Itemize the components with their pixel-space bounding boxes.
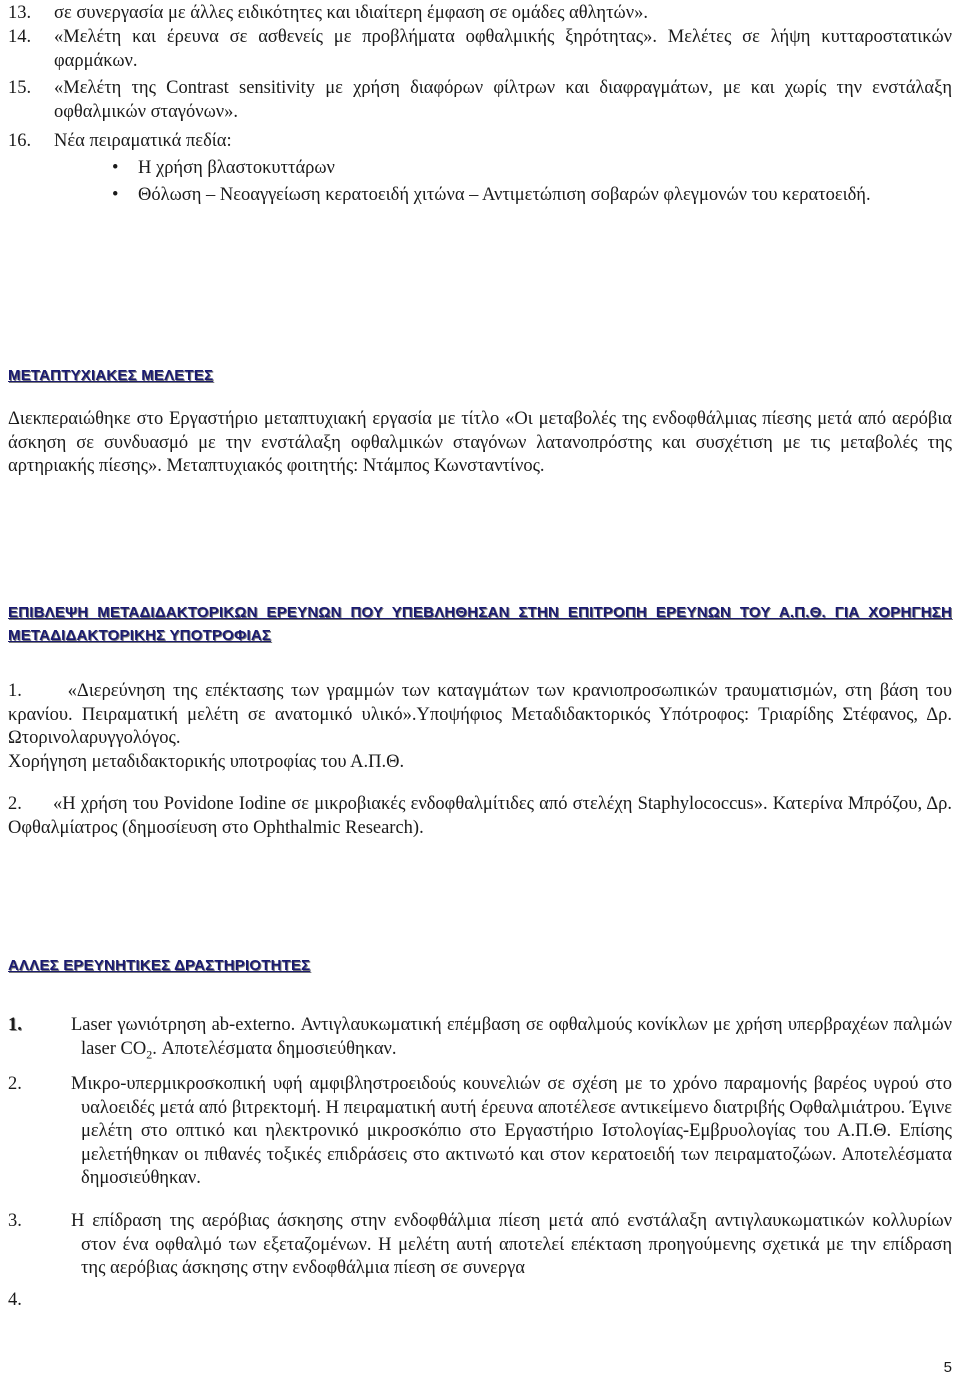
list-item-text: σε συνεργασία με άλλες ειδικότητες και ιδιαίτερη έμφαση σε ομάδες αθλητών». bbox=[54, 3, 648, 23]
section-heading-other: ΑΛΛΕΣ ΕΡΕΥΝΗΤΙΚΕΣ ΔΡΑΣΤΗΡΙΟΤΗΤΕΣ bbox=[8, 957, 311, 974]
list-number: 4. bbox=[8, 1290, 22, 1310]
subscript: 2 bbox=[146, 1047, 153, 1062]
postgrad-paragraph: Διεκπεραιώθηκε στο Εργαστήριο μεταπτυχιακή εργασία με τίτλο «Οι μεταβολές της ενδοφθάλμιας πίεσης μετά από αερόβια άσκηση σε συνδυασμό με την ενστάλαξη οφθαλμικών σταγόνων λατανοπρόστης και συσχέτιση με τις μεταβολές της αρτηριακής πίεσης». Μεταπτυχιακός φοιτητής: Ντάμπος Κωνσταντίνος. bbox=[8, 409, 952, 476]
section-heading-postgrad: ΜΕΤΑΠΤΥΧΙΑΚΕΣ ΜΕΛΕΤΕΣ bbox=[8, 367, 214, 384]
list-number: 2. bbox=[8, 1074, 22, 1094]
list-item-text: «Η χρήση του Povidone Iodine σε μικροβιακές ενδοφθαλμίτιδες από στελέχη Staphylococcus». Κατερίνα Μπρόζου, Δρ. Οφθαλμίατρος (δημοσίευση στο Ophthalmic Research). bbox=[8, 794, 953, 838]
supervision-item-2 bbox=[8, 793, 952, 840]
item-text-part: Laser γωνιότρηση ab-externo. Αντιγλαυκωματική επέμβαση σε οφθαλμούς κονίκλων με χρήση υπερβραχέων παλμών laser CO bbox=[71, 1015, 952, 1059]
bullet-symbol: • bbox=[112, 185, 119, 205]
supervision-grant-note: Χορήγηση μεταδιδακτορικής υποτροφίας του Α.Π.Θ. bbox=[8, 751, 405, 772]
bullet-item bbox=[112, 157, 952, 181]
list-item-15 bbox=[8, 77, 952, 124]
list-number: 13. bbox=[8, 3, 32, 23]
list-item-13 bbox=[8, 2, 952, 26]
bullet-symbol: • bbox=[112, 158, 119, 178]
list-number: 1. bbox=[8, 1015, 22, 1035]
list-item-text: «Μελέτη και έρευνα σε ασθενείς με προβλήματα οφθαλμικής ξηρότητας». Μελέτες σε λήψη κυτταροστατικών φαρμάκων. bbox=[54, 27, 952, 71]
bullet-text: Η χρήση βλαστοκυττάρων bbox=[138, 158, 335, 178]
list-item-text: Μικρο-υπερμικροσκοπική υφή αμφιβληστροειδούς κουνελιών σε σχέση με το χρόνο παραμονής βαρέος υγρού στο υαλοειδές μετά από βιτρεκτομή. Η πειραματική αυτή έρευνα αποτέλεσε αντικείμενο διατριβής Οφθαλμιάτρου. Έγινε μελέτη στο οπτικό και ηλεκτρονικό μικροσκόπιο στο Εργαστήριο Ιστολογίας-Εμβρυολογίας του Α.Π.Θ. Επίσης μελετήθηκαν οι πιθανές τοξικές επιδράσεις στο ακτινωτό και στον κερατοειδή των πειραματοζώων. Αποτελέσματα δημοσιεύθηκαν. bbox=[71, 1074, 952, 1188]
list-number: 1. bbox=[8, 681, 22, 701]
list-item-text: «Διερεύνηση της επέκτασης των γραμμών των καταγμάτων των κρανιοπροσωπικών τραυματισμών, στη βάση του κρανίου. Πειραματική μελέτη σε ανατομικό υλικό».Υποψήφιος Μεταδιδακτορικός Υπότροφος: Τριαρίδης Στέφανος, Δρ. Ωτορινολαρυγγολόγος. bbox=[8, 681, 952, 748]
list-number: 2. bbox=[8, 794, 22, 814]
list-item-text: Η επίδραση της αερόβιας άσκησης στην ενδοφθάλμια πίεση μετά από ενστάλαξη αντιγλαυκωματικών κολλυρίων στον ένα οφθαλμό των εξεταζομένων. Η μελέτη αυτή αποτελεί επέκταση προηγούμενης σχετικά με την επίδραση της αερόβιας άσκησης στην ενδοφθάλμια πίεση σε συνεργα bbox=[71, 1211, 952, 1278]
list-number: 14. bbox=[8, 27, 32, 47]
supervision-item-1 bbox=[8, 680, 952, 774]
page-number: 5 bbox=[943, 1359, 952, 1376]
list-item-14 bbox=[8, 26, 952, 73]
bullet-text: Θόλωση – Νεοαγγείωση κερατοειδή χιτώνα – Αντιμετώπιση σοβαρών φλεγμονών του κερατοειδή. bbox=[138, 185, 871, 205]
list-number: 15. bbox=[8, 78, 32, 98]
list-item-text bbox=[71, 1014, 952, 1061]
list-item-16 bbox=[8, 130, 952, 154]
list-number: 3. bbox=[8, 1211, 22, 1231]
other-item-1 bbox=[8, 1014, 952, 1061]
item-text-part: . Αποτελέσματα δημοσιεύθηκαν. bbox=[152, 1038, 397, 1059]
list-item-text: Νέα πειραματικά πεδία: bbox=[54, 131, 232, 151]
section-heading-supervision: ΕΠΙΒΛΕΨΗ ΜΕΤΑΔΙΔΑΚΤΟΡΙΚΩΝ ΕΡΕΥΝΩΝ ΠΟΥ ΥΠΕΒΛΗΘΗΣΑΝ ΣΤΗΝ ΕΠΙΤΡΟΠΗ ΕΡΕΥΝΩΝ ΤΟΥ Α.Π.Θ. ΓΙΑ ΧΟΡΗΓΗΣΗ ΜΕΤΑΔΙΔΑΚΤΟΡΙΚΗΣ ΥΠΟΤΡΟΦΙΑΣ bbox=[8, 604, 952, 644]
other-item-2 bbox=[8, 1073, 952, 1191]
bullet-item bbox=[112, 184, 952, 208]
list-item-text: «Μελέτη της Contrast sensitivity με χρήση διαφόρων φίλτρων και διαφραγμάτων, με και χωρίς την ενστάλαξη οφθαλμικών σταγόνων». bbox=[54, 78, 952, 122]
list-number: 16. bbox=[8, 131, 32, 151]
other-item-3 bbox=[8, 1210, 952, 1281]
